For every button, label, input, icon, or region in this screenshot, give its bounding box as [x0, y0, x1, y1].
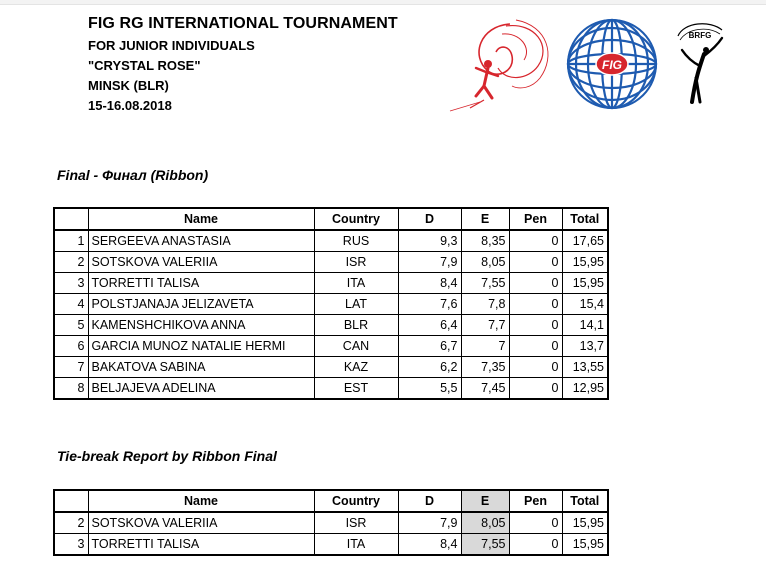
- tournament-category: FOR JUNIOR INDIVIDUALS: [88, 38, 255, 53]
- total-cell: 15,95: [562, 512, 608, 534]
- country-cell: KAZ: [314, 357, 398, 378]
- col-country-header: Country: [314, 208, 398, 230]
- d-score-cell: 8,4: [398, 534, 461, 556]
- name-cell: SOTSKOVA VALERIIA: [88, 512, 314, 534]
- pen-cell: 0: [509, 512, 562, 534]
- tiebreak-section-title: Tie-break Report by Ribbon Final: [57, 448, 277, 464]
- name-cell: TORRETTI TALISA: [88, 273, 314, 294]
- logos-area: [440, 16, 740, 116]
- name-cell: SERGEEVA ANASTASIA: [88, 230, 314, 252]
- col-e-header: E: [461, 490, 509, 512]
- table-row: [54, 252, 608, 273]
- pen-cell: 0: [509, 294, 562, 315]
- col-name-header: Name: [88, 208, 314, 230]
- col-d-header: D: [398, 208, 461, 230]
- tournament-location: MINSK (BLR): [88, 78, 169, 93]
- rank-cell: 1: [54, 230, 88, 252]
- rank-cell: 8: [54, 378, 88, 400]
- fig-logo-text: FIG: [602, 58, 622, 72]
- table-row: [54, 294, 608, 315]
- tournament-dates: 15-16.08.2018: [88, 98, 172, 113]
- tournament-title: FIG RG INTERNATIONAL TOURNAMENT: [88, 15, 398, 32]
- table-header-row: [54, 490, 608, 512]
- country-cell: ISR: [314, 512, 398, 534]
- table-row: [54, 534, 608, 556]
- d-score-cell: 9,3: [398, 230, 461, 252]
- country-cell: ITA: [314, 534, 398, 556]
- tournament-name: "CRYSTAL ROSE": [88, 58, 201, 73]
- d-score-cell: 7,6: [398, 294, 461, 315]
- tournament-header: [88, 14, 398, 116]
- col-country-header: Country: [314, 490, 398, 512]
- pen-cell: 0: [509, 336, 562, 357]
- rank-cell: 3: [54, 534, 88, 556]
- total-cell: 15,95: [562, 252, 608, 273]
- col-name-header: Name: [88, 490, 314, 512]
- pen-cell: 0: [509, 534, 562, 556]
- e-score-cell: 8,35: [461, 230, 509, 252]
- e-score-cell: 7,8: [461, 294, 509, 315]
- fig-globe-logo-icon: [562, 16, 662, 116]
- name-cell: GARCIA MUNOZ NATALIE HERMI: [88, 336, 314, 357]
- final-results-table: [53, 207, 609, 400]
- e-score-cell: 7: [461, 336, 509, 357]
- total-cell: 15,95: [562, 273, 608, 294]
- country-cell: EST: [314, 378, 398, 400]
- pen-cell: 0: [509, 252, 562, 273]
- tiebreak-table: [53, 489, 609, 556]
- rank-cell: 2: [54, 512, 88, 534]
- table-row: [54, 315, 608, 336]
- total-cell: 13,55: [562, 357, 608, 378]
- table-row: [54, 378, 608, 400]
- name-cell: BAKATOVA SABINA: [88, 357, 314, 378]
- country-cell: ISR: [314, 252, 398, 273]
- e-score-cell: 7,55: [461, 534, 509, 556]
- name-cell: SOTSKOVA VALERIIA: [88, 252, 314, 273]
- col-pen-header: Pen: [509, 208, 562, 230]
- col-e-header: E: [461, 208, 509, 230]
- e-score-cell: 7,55: [461, 273, 509, 294]
- pen-cell: 0: [509, 357, 562, 378]
- pen-cell: 0: [509, 315, 562, 336]
- total-cell: 15,4: [562, 294, 608, 315]
- d-score-cell: 7,9: [398, 252, 461, 273]
- col-d-header: D: [398, 490, 461, 512]
- table-header-row: [54, 208, 608, 230]
- pen-cell: 0: [509, 273, 562, 294]
- total-cell: 13,7: [562, 336, 608, 357]
- d-score-cell: 8,4: [398, 273, 461, 294]
- top-border: [0, 0, 766, 5]
- e-score-cell: 7,7: [461, 315, 509, 336]
- e-score-cell: 8,05: [461, 512, 509, 534]
- d-score-cell: 6,2: [398, 357, 461, 378]
- col-pen-header: Pen: [509, 490, 562, 512]
- table-row: [54, 273, 608, 294]
- total-cell: 15,95: [562, 534, 608, 556]
- table-row: [54, 357, 608, 378]
- country-cell: ITA: [314, 273, 398, 294]
- rank-cell: 6: [54, 336, 88, 357]
- e-score-cell: 7,35: [461, 357, 509, 378]
- total-cell: 12,95: [562, 378, 608, 400]
- name-cell: KAMENSHCHIKOVA ANNA: [88, 315, 314, 336]
- table-row: [54, 230, 608, 252]
- rank-cell: 3: [54, 273, 88, 294]
- e-score-cell: 7,45: [461, 378, 509, 400]
- rank-cell: 7: [54, 357, 88, 378]
- col-total-header: Total: [562, 490, 608, 512]
- rank-cell: 5: [54, 315, 88, 336]
- final-section-title: Final - Финал (Ribbon): [57, 167, 209, 183]
- total-cell: 17,65: [562, 230, 608, 252]
- table-row: [54, 512, 608, 534]
- total-cell: 14,1: [562, 315, 608, 336]
- country-cell: LAT: [314, 294, 398, 315]
- col-rank-header: [54, 208, 88, 230]
- table-row: [54, 336, 608, 357]
- country-cell: RUS: [314, 230, 398, 252]
- name-cell: POLSTJANAJA JELIZAVETA: [88, 294, 314, 315]
- e-score-cell: 8,05: [461, 252, 509, 273]
- d-score-cell: 6,7: [398, 336, 461, 357]
- col-total-header: Total: [562, 208, 608, 230]
- d-score-cell: 7,9: [398, 512, 461, 534]
- rank-cell: 4: [54, 294, 88, 315]
- country-cell: BLR: [314, 315, 398, 336]
- brfg-logo-text: BRFG: [688, 31, 712, 40]
- brfg-logo-icon: [670, 16, 730, 116]
- pen-cell: 0: [509, 230, 562, 252]
- d-score-cell: 6,4: [398, 315, 461, 336]
- name-cell: TORRETTI TALISA: [88, 534, 314, 556]
- col-rank-header: [54, 490, 88, 512]
- name-cell: BELJAJEVA ADELINA: [88, 378, 314, 400]
- country-cell: CAN: [314, 336, 398, 357]
- crystal-rose-logo-icon: [440, 16, 560, 116]
- d-score-cell: 5,5: [398, 378, 461, 400]
- rank-cell: 2: [54, 252, 88, 273]
- pen-cell: 0: [509, 378, 562, 400]
